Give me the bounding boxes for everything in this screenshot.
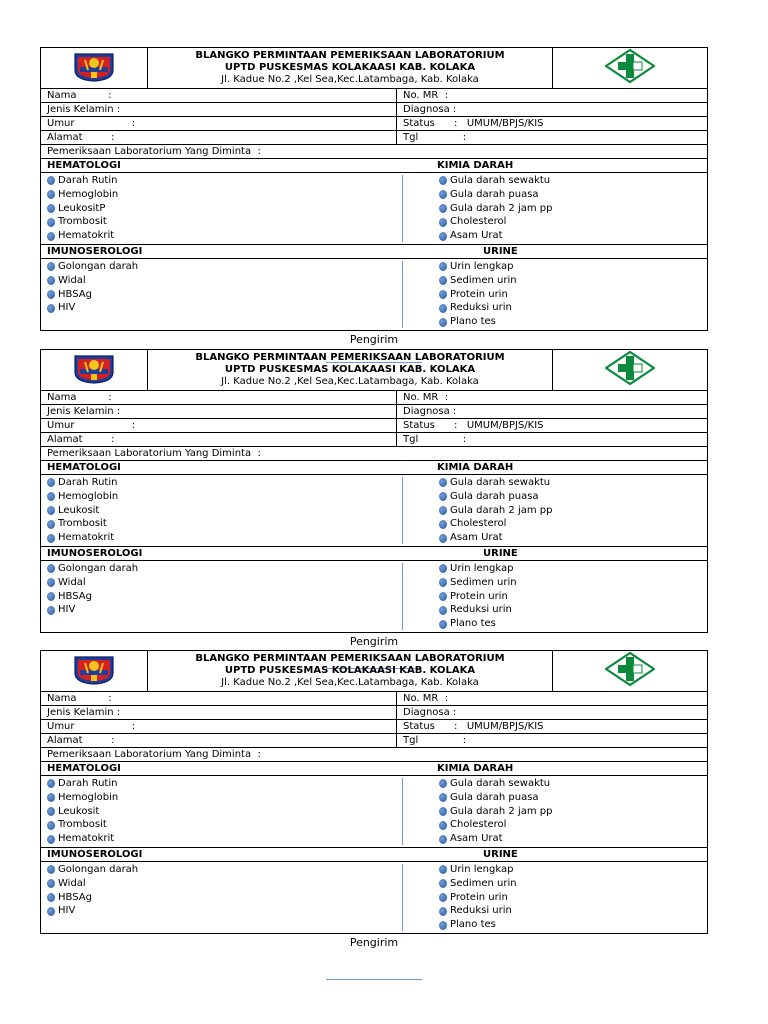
- kimia-checkbox-item[interactable]: [439, 490, 707, 504]
- imuno-item-label: HIV: [58, 905, 76, 917]
- kimia-item-label: Cholesterol: [450, 819, 507, 831]
- bullet-checkbox-icon[interactable]: [47, 304, 55, 313]
- form-header: [41, 350, 707, 391]
- form-box: [40, 47, 708, 331]
- kimia-item-label: Asam Urat: [450, 833, 503, 845]
- imuno-item-label: HBSAg: [58, 891, 92, 903]
- kimia-checkbox-item[interactable]: [439, 202, 707, 216]
- bullet-checkbox-icon[interactable]: [439, 779, 447, 788]
- kimia-checkbox-item[interactable]: [439, 531, 707, 545]
- hematologi-checkbox-item[interactable]: [47, 229, 405, 243]
- imuno-urine-items: [41, 561, 707, 632]
- lab-request-form: [40, 650, 708, 949]
- hematologi-item-label: Hematokrit: [58, 230, 115, 242]
- bullet-checkbox-icon[interactable]: [47, 893, 55, 902]
- hematologi-checkbox-item[interactable]: [47, 818, 405, 832]
- hematologi-checkbox-item[interactable]: [47, 215, 405, 229]
- jenis-kelamin-field[interactable]: Jenis Kelamin :: [41, 706, 397, 719]
- kimia-checkbox-item[interactable]: [439, 476, 707, 490]
- imuno-list: [41, 561, 405, 632]
- bullet-checkbox-icon[interactable]: [439, 835, 447, 844]
- diagnosa-field[interactable]: Diagnosa :: [403, 707, 457, 718]
- urine-checkbox-item[interactable]: [439, 274, 707, 288]
- imuno-item-label: HIV: [58, 604, 76, 616]
- bullet-checkbox-icon[interactable]: [47, 606, 55, 615]
- bullet-checkbox-icon[interactable]: [439, 921, 447, 930]
- bullet-checkbox-icon[interactable]: [439, 492, 447, 501]
- alamat-field[interactable]: Alamat :: [41, 734, 397, 747]
- urine-checkbox-item[interactable]: [439, 904, 707, 918]
- bullet-checkbox-icon[interactable]: [439, 232, 447, 241]
- kimia-item-label: Gula darah 2 jam pp: [450, 504, 553, 516]
- bullet-checkbox-icon[interactable]: [439, 620, 447, 629]
- imuno-checkbox-item[interactable]: [47, 891, 405, 905]
- pengirim-label: Pengirim: [349, 634, 399, 648]
- kimia-item-label: Gula darah puasa: [450, 188, 539, 200]
- kimia-item-label: Gula darah 2 jam pp: [450, 805, 553, 817]
- hematologi-checkbox-item[interactable]: [47, 791, 405, 805]
- institution-name: UPTD PUSKESMAS KOLAKAASI KAB. KOLAKA: [224, 665, 476, 676]
- hematologi-item-label: Hemoglobin: [58, 490, 119, 502]
- institution-address: Jl. Kadue No.2 ,Kel Sea,Kec.Latambaga, Kab. Kolaka: [221, 677, 479, 688]
- bullet-checkbox-icon[interactable]: [439, 520, 447, 529]
- kimia-checkbox-item[interactable]: [439, 504, 707, 518]
- pengirim-block: [40, 936, 708, 949]
- urine-checkbox-item[interactable]: [439, 603, 707, 617]
- alamat-field[interactable]: Alamat :: [41, 433, 397, 446]
- imuno-item-label: Widal: [58, 576, 86, 588]
- urine-checkbox-item[interactable]: [439, 315, 707, 329]
- kimia-item-label: Cholesterol: [450, 216, 507, 228]
- bullet-checkbox-icon[interactable]: [439, 304, 447, 313]
- bullet-checkbox-icon[interactable]: [439, 318, 447, 327]
- column-divider: [402, 778, 403, 845]
- urine-item-label: Plano tes: [450, 618, 496, 630]
- row-alamat: [41, 131, 707, 145]
- urine-item-label: Reduksi urin: [450, 302, 512, 314]
- hematologi-checkbox-item[interactable]: [47, 531, 405, 545]
- bullet-checkbox-icon[interactable]: [47, 534, 55, 543]
- puskesmas-cross-icon: [605, 49, 655, 87]
- bullet-checkbox-icon[interactable]: [47, 492, 55, 501]
- bullet-checkbox-icon[interactable]: [439, 190, 447, 199]
- header-title-block: [148, 350, 553, 390]
- bullet-checkbox-icon[interactable]: [439, 506, 447, 515]
- hematologi-checkbox-item[interactable]: [47, 504, 405, 518]
- imuno-list: [41, 259, 405, 330]
- pemeriksaan-label: Pemeriksaan Laboratorium Yang Diminta :: [41, 447, 707, 461]
- imunoserologi-heading: IMUNOSEROLOGI: [47, 547, 143, 559]
- row-umur: [41, 117, 707, 131]
- pemeriksaan-label: Pemeriksaan Laboratorium Yang Diminta :: [41, 145, 707, 159]
- urine-checkbox-item[interactable]: [439, 260, 707, 274]
- imuno-item-label: Widal: [58, 274, 86, 286]
- urine-item-label: Protein urin: [450, 590, 508, 602]
- bullet-checkbox-icon[interactable]: [439, 592, 447, 601]
- urine-checkbox-item[interactable]: [439, 863, 707, 877]
- row-jenis-kelamin: [41, 706, 707, 720]
- logo-cell: [41, 48, 148, 88]
- form-box: [40, 650, 708, 934]
- imuno-checkbox-item[interactable]: [47, 590, 405, 604]
- column-divider: [402, 864, 403, 931]
- kimia-checkbox-item[interactable]: [439, 805, 707, 819]
- pengirim-block: [40, 635, 708, 648]
- header-title-block: [148, 48, 553, 88]
- bullet-checkbox-icon[interactable]: [439, 534, 447, 543]
- urine-heading: URINE: [483, 245, 518, 257]
- imuno-item-label: HBSAg: [58, 288, 92, 300]
- urine-item-label: Reduksi urin: [450, 905, 512, 917]
- row-jenis-kelamin: [41, 103, 707, 117]
- hematologi-checkbox-item[interactable]: [47, 174, 405, 188]
- kolaka-emblem-icon: [71, 352, 117, 388]
- kimia-item-label: Asam Urat: [450, 532, 503, 544]
- hematologi-heading: HEMATOLOGI: [47, 160, 121, 171]
- hematologi-item-label: Trombosit: [58, 518, 107, 530]
- urine-checkbox-item[interactable]: [439, 301, 707, 315]
- hematologi-item-label: Hematokrit: [58, 833, 115, 845]
- urine-checkbox-item[interactable]: [439, 877, 707, 891]
- pemeriksaan-label: Pemeriksaan Laboratorium Yang Diminta :: [41, 748, 707, 762]
- urine-checkbox-item[interactable]: [439, 918, 707, 932]
- kolaka-emblem-icon: [71, 50, 117, 86]
- hematologi-kimia-items: [41, 776, 707, 848]
- form-title: BLANGKO PERMINTAAN PEMERIKSAAN LABORATORIUM: [195, 653, 505, 664]
- hematologi-item-label: Leukosit: [58, 504, 100, 516]
- imuno-item-label: Golongan darah: [58, 260, 139, 272]
- imuno-checkbox-item[interactable]: [47, 576, 405, 590]
- kimia-checkbox-item[interactable]: [439, 818, 707, 832]
- alamat-field[interactable]: Alamat :: [41, 131, 397, 144]
- bullet-checkbox-icon[interactable]: [47, 779, 55, 788]
- column-divider: [402, 477, 403, 544]
- urine-item-label: Urin lengkap: [450, 863, 514, 875]
- bullet-checkbox-icon[interactable]: [439, 276, 447, 285]
- nama-field[interactable]: Nama :: [41, 89, 397, 102]
- bullet-checkbox-icon[interactable]: [47, 564, 55, 573]
- diagnosa-field[interactable]: Diagnosa :: [403, 104, 457, 115]
- form-header: [41, 651, 707, 692]
- kimia-list: [405, 173, 707, 244]
- section-hematologi-kimia: [41, 159, 707, 173]
- kimia-list: [405, 776, 707, 847]
- kimia-checkbox-item[interactable]: [439, 517, 707, 531]
- row-alamat: [41, 734, 707, 748]
- urine-item-label: Sedimen urin: [450, 274, 517, 286]
- jenis-kelamin-field[interactable]: Jenis Kelamin :: [41, 103, 397, 116]
- imuno-urine-items: [41, 862, 707, 933]
- diagnosa-field[interactable]: Diagnosa :: [403, 406, 457, 417]
- section-imuno-urine: [41, 848, 707, 862]
- puskesmas-cross-icon: [605, 351, 655, 389]
- kimia-darah-heading: KIMIA DARAH: [437, 763, 514, 774]
- imuno-checkbox-item[interactable]: [47, 288, 405, 302]
- imuno-list: [41, 862, 405, 933]
- bullet-checkbox-icon[interactable]: [47, 276, 55, 285]
- bullet-checkbox-icon[interactable]: [439, 907, 447, 916]
- hematologi-item-label: Leukosit: [58, 805, 100, 817]
- kimia-checkbox-item[interactable]: [439, 791, 707, 805]
- hematologi-item-label: Hematokrit: [58, 532, 115, 544]
- bullet-checkbox-icon[interactable]: [439, 578, 447, 587]
- form-title: BLANGKO PERMINTAAN PEMERIKSAAN LABORATORIUM: [195, 352, 505, 363]
- imuno-checkbox-item[interactable]: [47, 274, 405, 288]
- kimia-item-label: Gula darah sewaktu: [450, 175, 551, 186]
- bullet-checkbox-icon[interactable]: [47, 262, 55, 271]
- section-imuno-urine: [41, 245, 707, 259]
- tgl-field[interactable]: Tgl :: [403, 735, 467, 746]
- form-box: [40, 349, 708, 633]
- bullet-checkbox-icon[interactable]: [439, 262, 447, 271]
- hematologi-list: [41, 475, 405, 546]
- form-title: BLANGKO PERMINTAAN PEMERIKSAAN LABORATORIUM: [195, 50, 505, 61]
- row-nama: [41, 391, 707, 405]
- kimia-item-label: Gula darah sewaktu: [450, 477, 551, 488]
- bullet-checkbox-icon[interactable]: [47, 907, 55, 916]
- kimia-checkbox-item[interactable]: [439, 174, 707, 188]
- hematologi-list: [41, 776, 405, 847]
- bullet-checkbox-icon[interactable]: [439, 218, 447, 227]
- nama-field[interactable]: Nama :: [41, 391, 397, 404]
- kimia-item-label: Cholesterol: [450, 518, 507, 530]
- row-nama: [41, 89, 707, 103]
- row-umur: [41, 720, 707, 734]
- row-jenis-kelamin: [41, 405, 707, 419]
- form-header: [41, 48, 707, 89]
- bullet-checkbox-icon[interactable]: [47, 807, 55, 816]
- bullet-checkbox-icon[interactable]: [439, 893, 447, 902]
- bullet-checkbox-icon[interactable]: [47, 204, 55, 213]
- nama-field[interactable]: Nama :: [41, 692, 397, 705]
- section-imuno-urine: [41, 547, 707, 561]
- urine-item-label: Reduksi urin: [450, 604, 512, 616]
- bullet-checkbox-icon[interactable]: [439, 821, 447, 830]
- bullet-checkbox-icon[interactable]: [47, 506, 55, 515]
- puskesmas-cross-icon: [605, 652, 655, 690]
- bullet-checkbox-icon[interactable]: [47, 290, 55, 299]
- bullet-checkbox-icon[interactable]: [439, 793, 447, 802]
- imunoserologi-heading: IMUNOSEROLOGI: [47, 245, 143, 257]
- institution-address: Jl. Kadue No.2 ,Kel Sea,Kec.Latambaga, Kab. Kolaka: [221, 74, 479, 85]
- lab-request-form: [40, 47, 708, 346]
- hematologi-kimia-items: [41, 475, 707, 547]
- column-divider: [402, 261, 403, 328]
- hematologi-checkbox-item[interactable]: [47, 188, 405, 202]
- header-title-block: [148, 651, 553, 691]
- logo-cell: [41, 350, 148, 390]
- status-field[interactable]: Status : UMUM/BPJS/KIS: [403, 118, 544, 129]
- row-umur: [41, 419, 707, 433]
- kimia-checkbox-item[interactable]: [439, 832, 707, 846]
- imuno-checkbox-item[interactable]: [47, 260, 405, 274]
- hematologi-item-label: Hemoglobin: [58, 188, 119, 200]
- bullet-checkbox-icon[interactable]: [439, 865, 447, 874]
- no-mr-field[interactable]: No. MR :: [403, 693, 449, 704]
- kimia-checkbox-item[interactable]: [439, 215, 707, 229]
- bullet-checkbox-icon[interactable]: [439, 879, 447, 888]
- hematologi-checkbox-item[interactable]: [47, 517, 405, 531]
- bullet-checkbox-icon[interactable]: [439, 807, 447, 816]
- status-field[interactable]: Status : UMUM/BPJS/KIS: [403, 721, 544, 732]
- imuno-checkbox-item[interactable]: [47, 863, 405, 877]
- imunoserologi-heading: IMUNOSEROLOGI: [47, 848, 143, 860]
- bullet-checkbox-icon[interactable]: [47, 232, 55, 241]
- hematologi-item-label: Trombosit: [58, 819, 107, 831]
- urine-item-label: Plano tes: [450, 316, 496, 328]
- institution-name: UPTD PUSKESMAS KOLAKAASI KAB. KOLAKA: [224, 364, 476, 375]
- tgl-field[interactable]: Tgl :: [403, 132, 467, 143]
- urine-checkbox-item[interactable]: [439, 576, 707, 590]
- imuno-item-label: Golongan darah: [58, 863, 139, 875]
- urine-list: [405, 862, 707, 933]
- urine-item-label: Protein urin: [450, 891, 508, 903]
- kimia-item-label: Asam Urat: [450, 230, 503, 242]
- bullet-checkbox-icon[interactable]: [47, 218, 55, 227]
- kimia-checkbox-item[interactable]: [439, 188, 707, 202]
- lab-request-form: [40, 349, 708, 648]
- bullet-checkbox-icon[interactable]: [47, 835, 55, 844]
- hematologi-checkbox-item[interactable]: [47, 832, 405, 846]
- bullet-checkbox-icon[interactable]: [439, 606, 447, 615]
- imuno-checkbox-item[interactable]: [47, 904, 405, 918]
- hematologi-checkbox-item[interactable]: [47, 490, 405, 504]
- bullet-checkbox-icon[interactable]: [439, 478, 447, 487]
- no-mr-field[interactable]: No. MR :: [403, 90, 449, 101]
- urine-checkbox-item[interactable]: [439, 288, 707, 302]
- imuno-item-label: HBSAg: [58, 590, 92, 602]
- umur-field[interactable]: Umur :: [41, 720, 397, 733]
- section-hematologi-kimia: [41, 461, 707, 475]
- urine-item-label: Urin lengkap: [450, 260, 514, 272]
- signature-line[interactable]: [326, 979, 422, 980]
- hematologi-checkbox-item[interactable]: [47, 805, 405, 819]
- bullet-checkbox-icon[interactable]: [439, 204, 447, 213]
- imuno-item-label: Widal: [58, 877, 86, 889]
- hematologi-checkbox-item[interactable]: [47, 777, 405, 791]
- hematologi-checkbox-item[interactable]: [47, 202, 405, 216]
- health-icon-cell: [553, 48, 707, 88]
- column-divider: [402, 563, 403, 630]
- no-mr-field[interactable]: No. MR :: [403, 392, 449, 403]
- status-field[interactable]: Status : UMUM/BPJS/KIS: [403, 420, 544, 431]
- bullet-checkbox-icon[interactable]: [47, 879, 55, 888]
- bullet-checkbox-icon[interactable]: [47, 865, 55, 874]
- imuno-checkbox-item[interactable]: [47, 562, 405, 576]
- bullet-checkbox-icon[interactable]: [47, 821, 55, 830]
- row-alamat: [41, 433, 707, 447]
- hematologi-kimia-items: [41, 173, 707, 245]
- hematologi-heading: HEMATOLOGI: [47, 462, 121, 473]
- row-nama: [41, 692, 707, 706]
- bullet-checkbox-icon[interactable]: [47, 793, 55, 802]
- urine-heading: URINE: [483, 547, 518, 559]
- health-icon-cell: [553, 651, 707, 691]
- hematologi-item-label: LeukositP: [58, 202, 106, 214]
- hematologi-item-label: Darah Rutin: [58, 778, 118, 789]
- hematologi-item-label: Hemoglobin: [58, 791, 119, 803]
- urine-list: [405, 259, 707, 330]
- urine-checkbox-item[interactable]: [439, 562, 707, 576]
- institution-address: Jl. Kadue No.2 ,Kel Sea,Kec.Latambaga, Kab. Kolaka: [221, 376, 479, 387]
- urine-item-label: Plano tes: [450, 919, 496, 931]
- hematologi-item-label: Darah Rutin: [58, 175, 118, 186]
- kimia-checkbox-item[interactable]: [439, 777, 707, 791]
- umur-field[interactable]: Umur :: [41, 117, 397, 130]
- urine-item-label: Urin lengkap: [450, 562, 514, 574]
- bullet-checkbox-icon[interactable]: [439, 176, 447, 185]
- imuno-item-label: HIV: [58, 302, 76, 314]
- section-hematologi-kimia: [41, 762, 707, 776]
- health-icon-cell: [553, 350, 707, 390]
- hematologi-list: [41, 173, 405, 244]
- bullet-checkbox-icon[interactable]: [47, 520, 55, 529]
- hematologi-heading: HEMATOLOGI: [47, 763, 121, 774]
- column-divider: [402, 175, 403, 242]
- bullet-checkbox-icon[interactable]: [47, 592, 55, 601]
- kimia-item-label: Gula darah 2 jam pp: [450, 202, 553, 214]
- logo-cell: [41, 651, 148, 691]
- jenis-kelamin-field[interactable]: Jenis Kelamin :: [41, 405, 397, 418]
- kimia-item-label: Gula darah puasa: [450, 791, 539, 803]
- bullet-checkbox-icon[interactable]: [439, 564, 447, 573]
- bullet-checkbox-icon[interactable]: [439, 290, 447, 299]
- pengirim-label: Pengirim: [349, 332, 399, 346]
- kimia-darah-heading: KIMIA DARAH: [437, 462, 514, 473]
- urine-checkbox-item[interactable]: [439, 891, 707, 905]
- pengirim-block: [40, 333, 708, 346]
- urine-checkbox-item[interactable]: [439, 617, 707, 631]
- kimia-item-label: Gula darah sewaktu: [450, 778, 551, 789]
- urine-item-label: Sedimen urin: [450, 576, 517, 588]
- urine-checkbox-item[interactable]: [439, 590, 707, 604]
- bullet-checkbox-icon[interactable]: [47, 578, 55, 587]
- kimia-list: [405, 475, 707, 546]
- hematologi-item-label: Darah Rutin: [58, 477, 118, 488]
- bullet-checkbox-icon[interactable]: [47, 176, 55, 185]
- pengirim-label: Pengirim: [349, 935, 399, 949]
- tgl-field[interactable]: Tgl :: [403, 434, 467, 445]
- imuno-item-label: Golongan darah: [58, 562, 139, 574]
- bullet-checkbox-icon[interactable]: [47, 478, 55, 487]
- hematologi-checkbox-item[interactable]: [47, 476, 405, 490]
- urine-item-label: Protein urin: [450, 288, 508, 300]
- urine-list: [405, 561, 707, 632]
- imuno-checkbox-item[interactable]: [47, 301, 405, 315]
- urine-item-label: Sedimen urin: [450, 877, 517, 889]
- hematologi-item-label: Trombosit: [58, 216, 107, 228]
- urine-heading: URINE: [483, 848, 518, 860]
- imuno-checkbox-item[interactable]: [47, 603, 405, 617]
- imuno-checkbox-item[interactable]: [47, 877, 405, 891]
- bullet-checkbox-icon[interactable]: [47, 190, 55, 199]
- imuno-urine-items: [41, 259, 707, 330]
- kimia-checkbox-item[interactable]: [439, 229, 707, 243]
- umur-field[interactable]: Umur :: [41, 419, 397, 432]
- kimia-darah-heading: KIMIA DARAH: [437, 160, 514, 171]
- kolaka-emblem-icon: [71, 653, 117, 689]
- institution-name: UPTD PUSKESMAS KOLAKAASI KAB. KOLAKA: [224, 62, 476, 73]
- kimia-item-label: Gula darah puasa: [450, 490, 539, 502]
